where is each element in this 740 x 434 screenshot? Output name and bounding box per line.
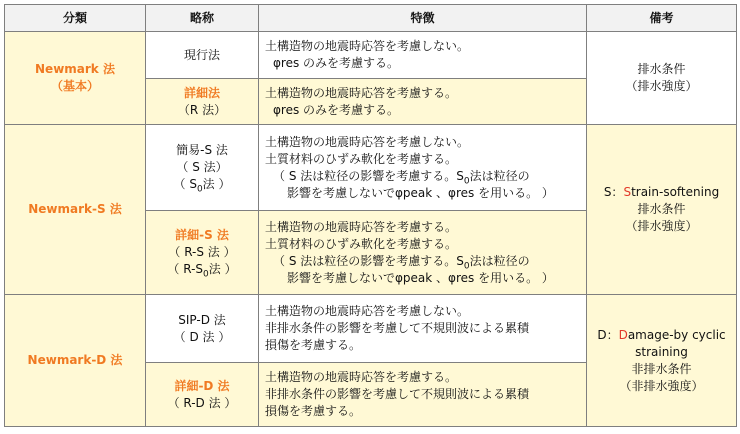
note-newmark-s bbox=[587, 125, 737, 295]
abbr-s bbox=[146, 125, 259, 211]
feature-text: （ S 法は粒径の影響を考慮する。S bbox=[273, 253, 464, 268]
abbr-rd bbox=[146, 363, 259, 427]
note-initial: S bbox=[623, 185, 632, 199]
note-newmark-d bbox=[587, 295, 737, 427]
class-sublabel: （基本） bbox=[50, 79, 99, 93]
abbr-current bbox=[146, 32, 259, 79]
note-text: S： bbox=[603, 185, 624, 199]
features-s bbox=[259, 125, 587, 211]
abbr-sublabel bbox=[152, 261, 252, 278]
note-newmark bbox=[587, 32, 737, 125]
feature-line bbox=[265, 168, 580, 185]
header-row bbox=[5, 5, 737, 32]
note-line: 排水条件 bbox=[637, 62, 686, 76]
feature-line bbox=[265, 253, 580, 270]
table-row bbox=[5, 295, 737, 363]
class-label: Newmark 法 bbox=[35, 62, 115, 76]
feature-line: 土質材料のひずみ軟化を考慮する。 bbox=[265, 151, 458, 166]
abbr-label: SIP-D 法 bbox=[178, 312, 226, 327]
abbr-rs bbox=[146, 211, 259, 295]
feature-text: （ S 法は粒径の影響を考慮する。S bbox=[273, 168, 464, 183]
note-initial: D bbox=[618, 327, 628, 342]
note-line: （排水強度） bbox=[625, 219, 698, 233]
feature-line: 土構造物の地震時応答を考慮する。 bbox=[265, 370, 458, 384]
feature-line: 損傷を考慮する。 bbox=[265, 404, 362, 418]
abbr-sublabel: （ R-S 法 ） bbox=[168, 245, 236, 259]
note-line bbox=[593, 184, 730, 201]
feature-line: φres のみを考慮する。 bbox=[273, 56, 400, 70]
feature-line: 影響を考慮しないでφpeak 、φres を用いる。 ） bbox=[287, 270, 554, 285]
subscript: 0 bbox=[463, 260, 470, 271]
feature-line: 土構造物の地震時応答を考慮しない。 bbox=[265, 134, 470, 149]
abbr-label: 詳細法 bbox=[183, 85, 220, 100]
feature-text: 法は粒径の bbox=[469, 168, 530, 183]
abbr-sublabel bbox=[152, 176, 252, 193]
subscript: 0 bbox=[196, 184, 203, 195]
classification-table bbox=[4, 4, 737, 427]
features-rs bbox=[259, 211, 587, 295]
subscript: 0 bbox=[203, 269, 209, 280]
note-line bbox=[593, 327, 730, 344]
features-current bbox=[259, 32, 587, 79]
abbr-label: 現行法 bbox=[183, 47, 220, 62]
note-line: 排水条件 bbox=[637, 202, 686, 216]
subscript: 0 bbox=[463, 175, 470, 186]
class-label: Newmark-D 法 bbox=[27, 353, 123, 367]
note-line: straining bbox=[635, 344, 688, 359]
feature-text: 法は粒径の bbox=[469, 253, 530, 268]
feature-line: 土構造物の地震時応答を考慮しない。 bbox=[265, 39, 470, 53]
note-text: amage-by cyclic bbox=[627, 327, 726, 342]
feature-line: 非排水条件の影響を考慮して不規則波による累積 bbox=[265, 321, 530, 335]
abbr-sublabel: （R 法） bbox=[177, 102, 227, 117]
feature-line: 土構造物の地震時応答を考慮しない。 bbox=[265, 304, 470, 318]
table-row bbox=[5, 125, 737, 211]
feature-line: φres のみを考慮する。 bbox=[273, 102, 400, 117]
header-class: 分類 bbox=[5, 5, 146, 32]
abbr-text: （ R-S bbox=[167, 262, 204, 276]
abbr-sublabel: （ D 法 ） bbox=[173, 329, 231, 344]
note-line: （非排水強度） bbox=[619, 378, 704, 393]
abbr-label: 詳細-S 法 bbox=[175, 228, 229, 242]
class-newmark-s bbox=[5, 125, 146, 295]
note-text: train-softening bbox=[631, 185, 720, 199]
abbr-d bbox=[146, 295, 259, 363]
features-r bbox=[259, 79, 587, 125]
note-text: D： bbox=[597, 327, 619, 342]
features-rd bbox=[259, 363, 587, 427]
feature-line: 影響を考慮しないでφpeak 、φres を用いる。 ） bbox=[287, 185, 554, 200]
abbr-text: （ S bbox=[173, 177, 197, 191]
feature-line: 非排水条件の影響を考慮して不規則波による累積 bbox=[265, 387, 530, 401]
abbr-text: 法 ） bbox=[208, 262, 237, 276]
feature-line: 土構造物の地震時応答を考慮する。 bbox=[265, 219, 458, 234]
note-line: 非排水条件 bbox=[631, 361, 692, 376]
features-d bbox=[259, 295, 587, 363]
abbr-sublabel: （ R-D 法 ） bbox=[167, 395, 237, 410]
abbr-label: 簡易-S 法 bbox=[176, 143, 228, 157]
feature-line: 土構造物の地震時応答を考慮する。 bbox=[265, 85, 458, 100]
class-label: Newmark-S 法 bbox=[28, 202, 122, 216]
table-row bbox=[5, 32, 737, 79]
feature-line: 土質材料のひずみ軟化を考慮する。 bbox=[265, 236, 458, 251]
note-line: （排水強度） bbox=[625, 79, 698, 93]
class-newmark-d bbox=[5, 295, 146, 427]
abbr-r bbox=[146, 79, 259, 125]
abbr-label: 詳細-D 法 bbox=[174, 378, 230, 393]
abbr-sublabel: （ S 法） bbox=[176, 160, 228, 174]
feature-line: 損傷を考慮する。 bbox=[265, 338, 362, 352]
header-abbr: 略称 bbox=[146, 5, 259, 32]
header-notes: 備考 bbox=[587, 5, 737, 32]
abbr-text: 法 ） bbox=[202, 177, 231, 191]
header-features: 特徴 bbox=[259, 5, 587, 32]
class-newmark bbox=[5, 32, 146, 125]
